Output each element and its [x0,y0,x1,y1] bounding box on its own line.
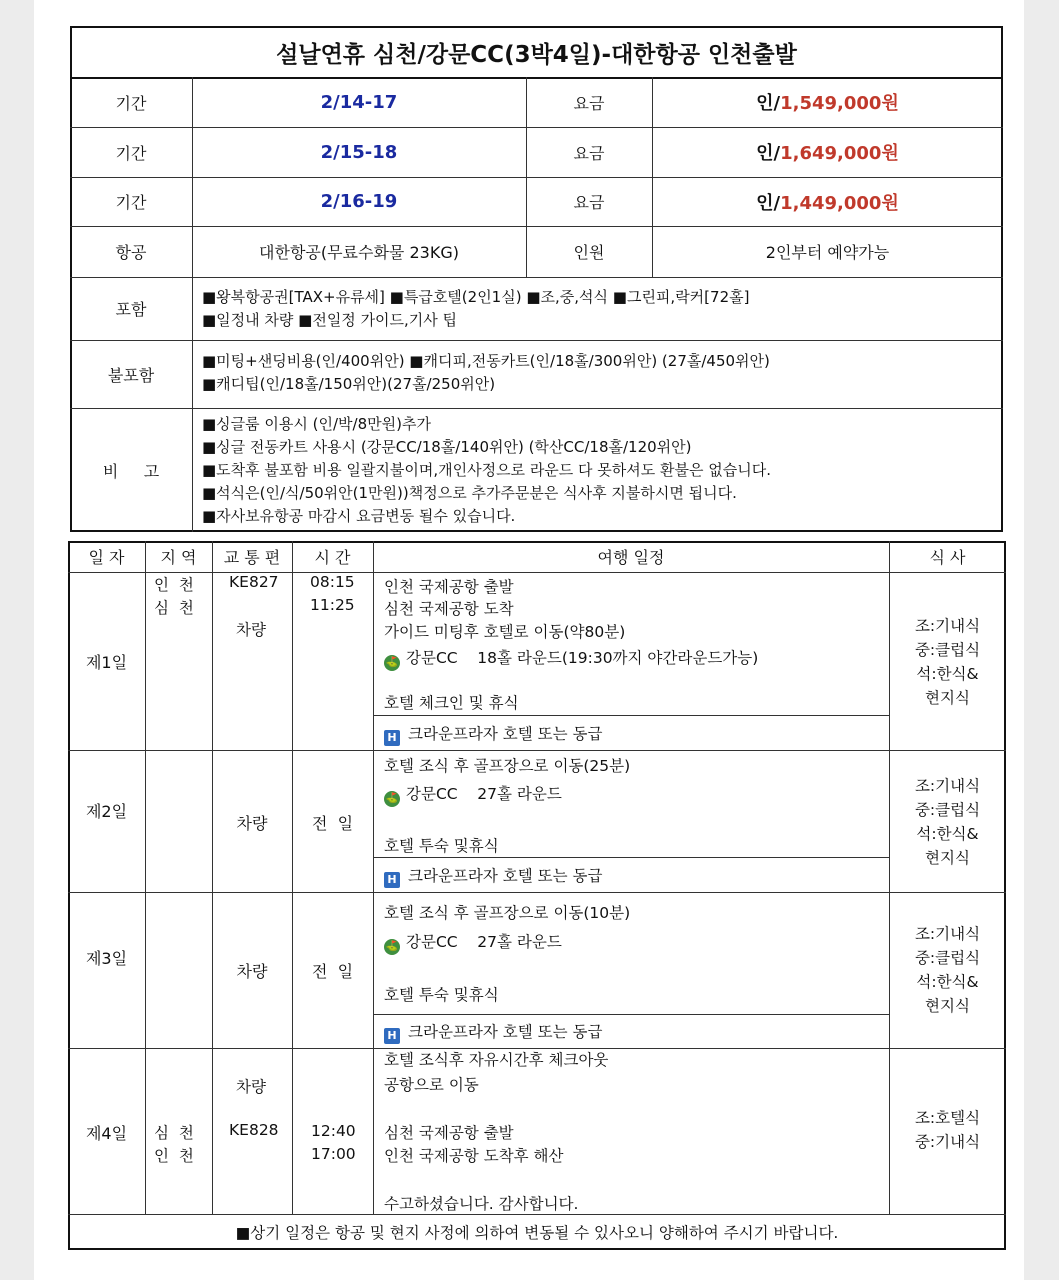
day-1-transport-2: 차량 [236,621,266,639]
day-2-transport: 차량 [236,813,268,833]
price-value: 1,449,000원 [780,192,899,214]
day-3-itinerary-1: 호텔 조식 후 골프장으로 이동(10분) [384,904,631,922]
people-value: 2인부터 예약가능 [765,243,890,262]
excluded-line-2: ■캐디팁(인/18홀/150위안)(27홀/250위안) [202,375,496,393]
day-3-label: 제3일 [85,948,128,968]
meal-breakfast: 조:기내식 [914,925,981,943]
day-3-hotel-row [384,1020,602,1044]
fee-label-3: 요금 [573,193,605,212]
period-dates-1: 2/14-17 [320,91,398,113]
day-1-time-1: 08:15 [310,573,355,591]
day-4-time-1: 12:40 [311,1122,356,1140]
header-meals: 식 사 [929,548,966,567]
day-1-hotel-row [384,722,602,746]
remarks-label: 비 고 [102,461,160,481]
included-label: 포함 [115,300,147,319]
fee-label-2: 요금 [573,143,605,163]
meal-dinner-cont: 현지식 [925,689,970,707]
day-2-hotel-row [384,864,602,888]
day-3-meals [889,922,1006,1018]
day-3-itinerary-2: 강문CC 27홀 라운드 [406,933,562,951]
period-label-2: 기간 [115,143,147,163]
day-1-hotel: 크라운프라자 호텔 또는 동급 [408,725,603,743]
airline-label: 항공 [115,243,147,262]
price-3 [652,177,1003,226]
day-2-itinerary-1: 호텔 조식 후 골프장으로 이동(25분) [384,757,631,775]
meal-lunch: 중:클럽식 [914,949,981,967]
included-line-2: ■일정내 차량 ■전일정 가이드,기사 팁 [202,311,458,329]
day-1-golf-row [384,646,758,671]
header-day: 일 자 [88,548,125,567]
meal-dinner: 석:한식& [916,665,979,683]
remark-line-2: ■싱글 전동카트 사용시 (강문CC/18홀/140위안) (학산CC/18홀/120위안) [202,438,692,456]
day-1-itinerary-4: 강문CC 18홀 라운드(19:30까지 야간라운드가능) [406,649,759,667]
day-1-itinerary-3: 가이드 미팅후 호텔로 이동(약80분) [384,623,626,641]
day-2-hotel: 크라운프라자 호텔 또는 동급 [408,867,603,885]
day-4-region-2: 인 천 [154,1147,194,1165]
golf-icon: ⛳ [384,939,400,955]
period-dates-2: 2/15-18 [320,141,398,163]
fee-label-1: 요금 [573,93,605,113]
meal-lunch: 중:클럽식 [914,641,981,659]
excluded-line-1: ■미팅+샌딩비용(인/400위안) ■캐디피,전동카트(인/18홀/300위안) (27홀/450위안) [202,352,770,370]
day-4-itinerary-2: 공항으로 이동 [384,1076,479,1094]
remark-line-3: ■도착후 불포함 비용 일괄지불이며,개인사정으로 라운드 다 못하셔도 환불은 없습니다. [202,461,772,479]
day-4-time-2: 17:00 [311,1145,356,1163]
header-itinerary: 여행 일정 [597,548,665,567]
period-dates-3: 2/16-19 [320,191,398,212]
day-1-label: 제1일 [85,652,128,672]
day-1-region-1: 인 천 [154,576,194,594]
remark-line-5: ■자사보유항공 마감시 요금변동 될수 있습니다. [202,507,516,525]
hotel-icon: H [384,730,400,746]
day-3-itinerary-3: 호텔 투숙 및휴식 [384,986,499,1004]
meal-dinner-cont: 현지식 [925,997,970,1015]
day-2-itinerary-3: 호텔 투숙 및휴식 [384,837,499,855]
day-4-itinerary-4: 인천 국제공항 도착후 해산 [384,1147,564,1165]
remark-line-4: ■석식은(인/식/50위안(1만원))책정으로 추가주문분은 식사후 지불하시면 됩니다. [202,484,737,502]
golf-icon: ⛳ [384,655,400,671]
day-2-golf-row [384,782,562,807]
remark-line-1: ■싱글룸 이용시 (인/박/8만원)추가 [202,415,431,433]
day-1-region-2: 심 천 [154,599,194,617]
price-1 [652,77,1003,127]
day-1-itinerary-2: 심천 국제공항 도착 [384,600,514,618]
day-1-meals [889,614,1006,710]
meal-breakfast: 조:기내식 [914,617,981,635]
day-4-itinerary-1: 호텔 조식후 자유시간후 체크아웃 [384,1051,609,1069]
day-4-label: 제4일 [85,1123,128,1143]
meal-dinner: 석:한식& [916,973,979,991]
day-2-itinerary-2: 강문CC 27홀 라운드 [406,785,562,803]
meal-lunch: 중:기내식 [914,1133,981,1151]
meal-lunch: 중:클럽식 [914,801,981,819]
header-transport: 교 통 편 [223,548,281,567]
day-3-time: 전 일 [311,961,354,981]
day-4-itinerary-5: 수고하셨습니다. 감사합니다. [384,1195,579,1213]
meal-dinner-cont: 현지식 [925,849,970,867]
day-1-transport-1: KE827 [229,573,279,591]
day-4-transport-2: KE828 [229,1121,279,1139]
footer-note: ■상기 일정은 항공 및 현지 사정에 의하여 변동될 수 있사오니 양해하여 주시기 바랍니다. [235,1224,839,1242]
meal-breakfast: 조:기내식 [914,777,981,795]
price-2 [652,127,1003,177]
day-2-label: 제2일 [85,801,128,821]
golf-icon: ⛳ [384,791,400,807]
day-1-time-2: 11:25 [310,596,355,614]
page [34,0,1024,1280]
period-label-1: 기간 [115,93,147,113]
day-2-time: 전 일 [311,813,354,833]
price-prefix: 인/ [756,143,781,164]
day-1-itinerary-5: 호텔 체크인 및 휴식 [384,694,519,712]
day-3-golf-row [384,930,562,955]
price-value: 1,549,000원 [780,93,899,114]
price-prefix: 인/ [756,192,781,214]
day-1-itinerary-1: 인천 국제공항 출발 [384,578,514,596]
price-value: 1,649,000원 [780,143,899,164]
day-4-region-1: 심 천 [154,1124,194,1142]
included-line-1: ■왕복항공권[TAX+유류세] ■특급호텔(2인1실) ■조,중,석식 ■그린피,락커[72홀] [202,288,750,306]
page-title: 설날연휴 심천/강문CC(3박4일)-대한항공 인천출발 [276,42,797,68]
day-2-meals [889,774,1006,870]
day-3-hotel: 크라운프라자 호텔 또는 동급 [408,1023,603,1041]
meal-dinner: 석:한식& [916,825,979,843]
period-label-3: 기간 [115,193,147,212]
header-region: 지 역 [160,548,197,567]
meal-breakfast: 조:호텔식 [914,1109,981,1127]
header-time: 시 간 [314,548,351,567]
day-4-itinerary-3: 심천 국제공항 출발 [384,1124,514,1142]
excluded-label: 불포함 [107,365,155,385]
airline-value: 대한항공(무료수화물 23KG) [259,243,459,262]
day-4-transport-1: 차량 [236,1078,266,1096]
hotel-icon: H [384,872,400,888]
price-prefix: 인/ [756,93,781,114]
people-label: 인원 [573,243,605,262]
day-3-transport: 차량 [236,961,268,981]
hotel-icon: H [384,1028,400,1044]
day-4-meals [889,1106,1006,1154]
